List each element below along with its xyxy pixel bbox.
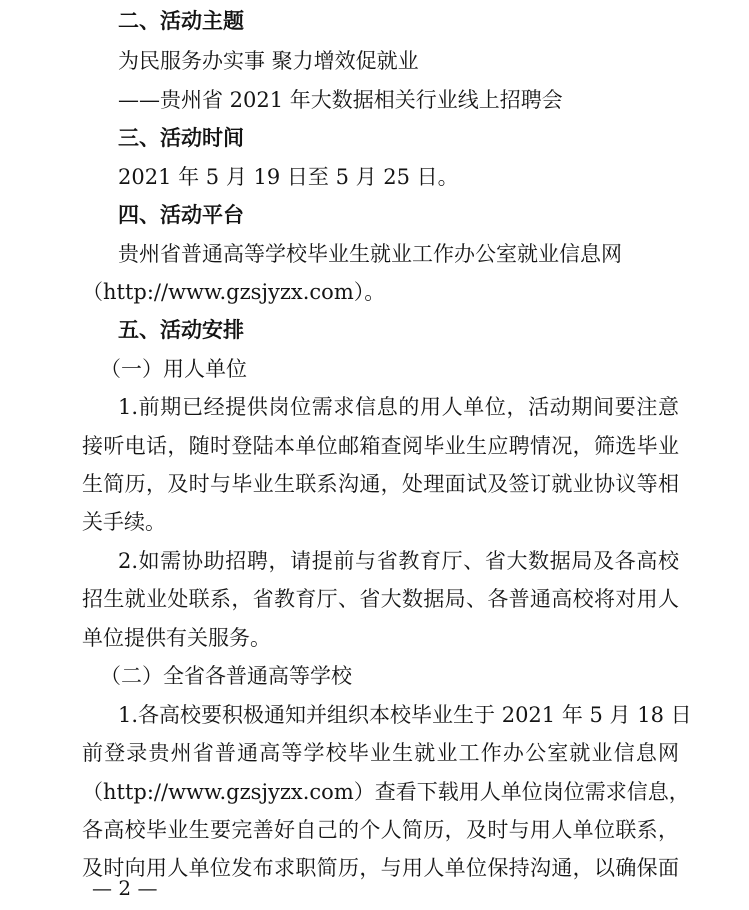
platform-line-2: （http://www.gzsjyzx.com）。 [82, 280, 386, 304]
universities-p1-line-3: （http://www.gzsjyzx.com）查看下载用人单位岗位需求信息， [82, 780, 690, 804]
theme-line-1: 为民服务办实事 聚力增效促就业 [118, 49, 419, 73]
universities-p1-line-2: 前登录贵州省普通高等学校毕业生就业工作办公室就业信息网 [82, 741, 679, 765]
universities-p1-line-1: 1.各高校要积极通知并组织本校毕业生于 2021 年 5 月 18 日 [118, 703, 692, 727]
platform-line-1: 贵州省普通高等学校毕业生就业工作办公室就业信息网 [118, 242, 622, 266]
time-line-1: 2021 年 5 月 19 日至 5 月 25 日。 [118, 165, 459, 189]
employers-p2-line-2: 招生就业处联系，省教育厅、省大数据局、各普通高校将对用人 [82, 587, 679, 611]
employers-p2-line-3: 单位提供有关服务。 [82, 626, 271, 650]
section-heading-time: 三、活动时间 [118, 126, 244, 150]
universities-p1-line-5: 及时向用人单位发布求职简历，与用人单位保持沟通，以确保面 [82, 856, 679, 880]
universities-p1-line-4: 各高校毕业生要完善好自己的个人简历，及时与用人单位联系， [82, 818, 679, 842]
section-heading-arrangement: 五、活动安排 [118, 318, 244, 342]
employers-p2-line-1: 2.如需协助招聘，请提前与省教育厅、省大数据局及各高校 [118, 549, 679, 573]
employers-p1-line-4: 关手续。 [82, 510, 166, 534]
subsection-heading-universities: （二）全省各普通高等学校 [100, 664, 352, 688]
employers-p1-line-1: 1.前期已经提供岗位需求信息的用人单位，活动期间要注意 [118, 395, 679, 419]
page-number: — 2 — [92, 876, 158, 900]
section-heading-platform: 四、活动平台 [118, 203, 244, 227]
employers-p1-line-3: 生简历，及时与毕业生联系沟通，处理面试及签订就业协议等相 [82, 472, 679, 496]
subsection-heading-employers: （一）用人单位 [100, 357, 247, 381]
theme-line-2: ——贵州省 2021 年大数据相关行业线上招聘会 [118, 88, 563, 112]
employers-p1-line-2: 接听电话，随时登陆本单位邮箱查阅毕业生应聘情况，筛选毕业 [82, 434, 679, 458]
section-heading-theme: 二、活动主题 [118, 9, 244, 33]
